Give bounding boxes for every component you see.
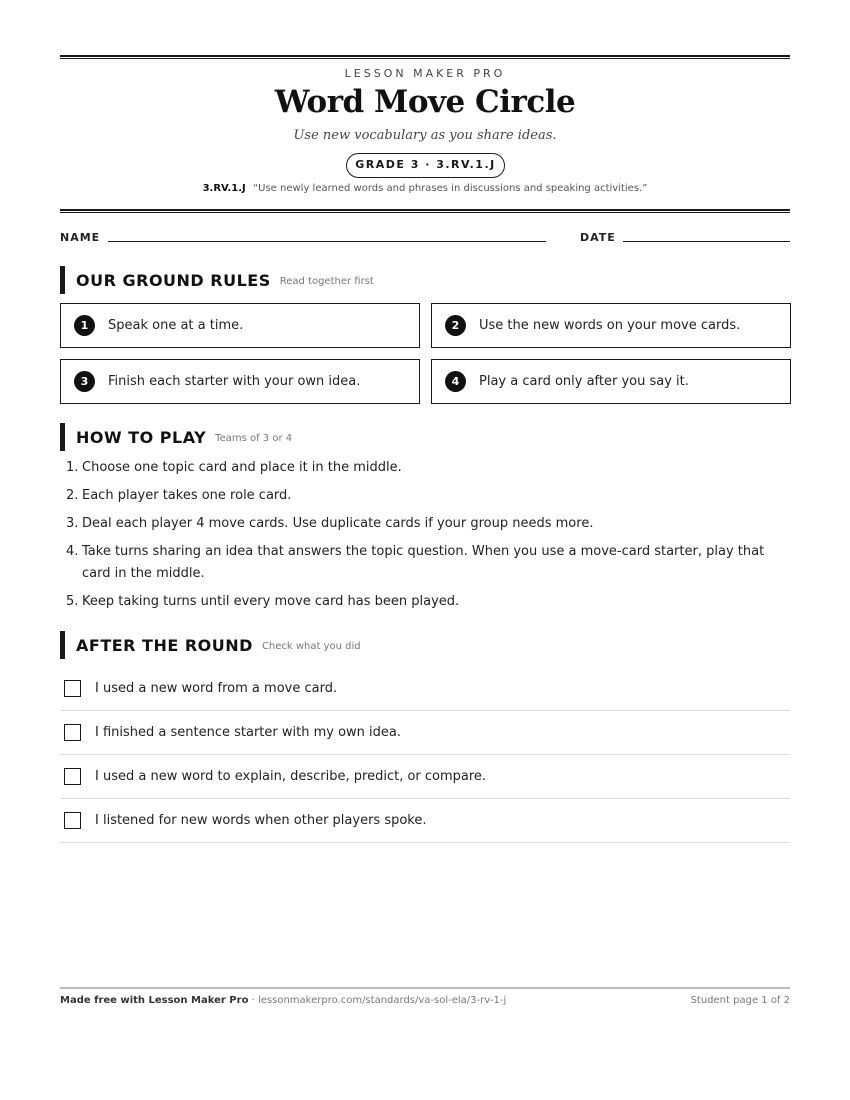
number-badge: 2 — [445, 315, 466, 336]
list-item — [66, 457, 776, 479]
section-marker — [60, 266, 65, 294]
step-number: 4. — [66, 544, 79, 559]
step-text: Choose one topic card and place it in the middle. — [82, 460, 402, 475]
step-text: Each player takes one role card. — [82, 488, 292, 503]
list-item — [66, 513, 776, 535]
list-item — [66, 541, 776, 585]
step-text: Take turns sharing an idea that answers the topic question. When you use a move-card starter, play that card in the middle. — [82, 544, 765, 581]
section-title: AFTER THE ROUND — [76, 635, 253, 655]
footer-brand: Made free with Lesson Maker Pro — [60, 995, 249, 1006]
ground-rule-card — [431, 359, 791, 404]
ground-rule-card — [60, 303, 420, 348]
grade-badge: GRADE 3 · 3.RV.1.J — [346, 153, 505, 178]
section-title: OUR GROUND RULES — [76, 270, 271, 290]
footer-rule — [60, 987, 790, 989]
footer-credit — [60, 995, 506, 1006]
ground-rule-text: Use the new words on your move cards. — [479, 318, 741, 333]
ground-rule-card — [60, 359, 420, 404]
checklist-text: I used a new word from a move card. — [95, 681, 338, 696]
number-badge: 1 — [74, 315, 95, 336]
header-bottom-rule — [60, 209, 790, 213]
header-top-rule — [60, 55, 790, 59]
number-badge: 3 — [74, 371, 95, 392]
name-label: NAME — [60, 231, 101, 244]
checkbox[interactable] — [64, 812, 81, 829]
checkbox[interactable] — [64, 724, 81, 741]
section-marker — [60, 631, 65, 659]
standard-text: “Use newly learned words and phrases in discussions and speaking activities.” — [252, 183, 648, 194]
section-marker — [60, 423, 65, 451]
ground-rule-text: Finish each starter with your own idea. — [108, 374, 361, 389]
step-number: 5. — [66, 594, 79, 609]
after-round-heading — [60, 631, 361, 659]
checkbox[interactable] — [64, 768, 81, 785]
checklist-item — [60, 799, 790, 843]
list-item — [66, 485, 776, 507]
section-note: Teams of 3 or 4 — [215, 433, 293, 444]
steps-list — [66, 457, 776, 619]
checklist-item — [60, 711, 790, 755]
checklist-text: I used a new word to explain, describe, predict, or compare. — [95, 769, 487, 784]
section-note: Check what you did — [261, 641, 361, 652]
ground-rules-heading — [60, 266, 374, 294]
number-badge: 4 — [445, 371, 466, 392]
date-field[interactable] — [623, 241, 790, 242]
step-text: Deal each player 4 move cards. Use duplicate cards if your group needs more. — [82, 516, 594, 531]
step-number: 3. — [66, 516, 79, 531]
page-subtitle: Use new vocabulary as you share ideas. — [293, 128, 557, 143]
list-item — [66, 591, 776, 613]
step-number: 1. — [66, 460, 79, 475]
section-note: Read together first — [279, 276, 374, 287]
page-title: Word Move Circle — [274, 84, 576, 120]
name-field[interactable] — [108, 241, 546, 242]
checkbox[interactable] — [64, 680, 81, 697]
page-number: Student page 1 of 2 — [690, 995, 790, 1006]
how-to-play-heading — [60, 423, 292, 451]
checklist-item — [60, 755, 790, 799]
checklist-text: I listened for new words when other players spoke. — [95, 813, 427, 828]
section-title: HOW TO PLAY — [76, 427, 207, 447]
ground-rule-text: Play a card only after you say it. — [479, 374, 689, 389]
checklist-text: I finished a sentence starter with my own idea. — [95, 725, 401, 740]
step-text: Keep taking turns until every move card has been played. — [82, 594, 460, 609]
standard-code: 3.RV.1.J — [202, 183, 246, 194]
step-number: 2. — [66, 488, 79, 503]
ground-rule-card — [431, 303, 791, 348]
date-label: DATE — [580, 231, 616, 244]
ground-rule-text: Speak one at a time. — [108, 318, 244, 333]
standard-line — [0, 183, 850, 194]
brand-label: LESSON MAKER PRO — [344, 67, 506, 80]
checklist-item — [60, 667, 790, 711]
footer-url[interactable]: · lessonmakerpro.com/standards/va-sol-ela/3-rv-1-j — [248, 995, 507, 1006]
